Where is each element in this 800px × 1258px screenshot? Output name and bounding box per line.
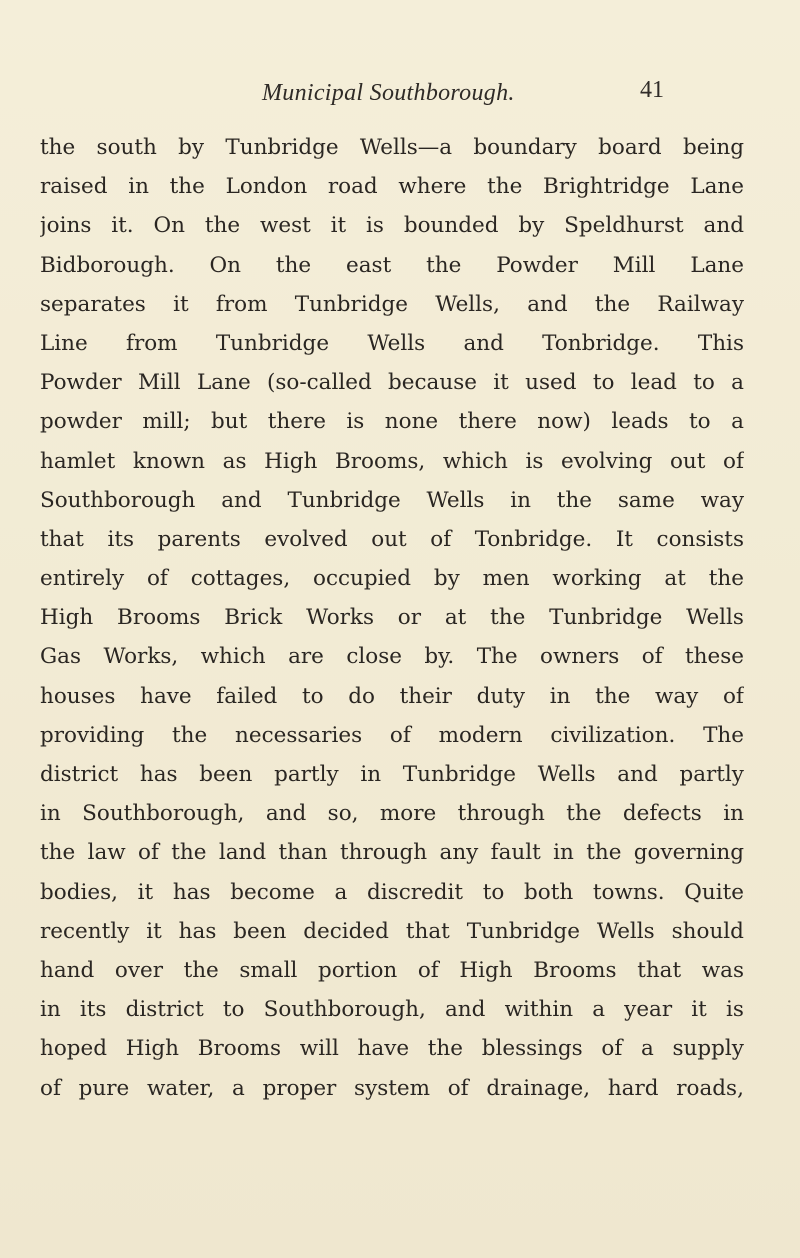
text-line: the south by Tunbridge Wells—a boundary board being	[40, 135, 744, 160]
text-line: Southborough and Tunbridge Wells in the same way	[40, 487, 744, 513]
text-line: that its parents evolved out of Tonbridge. It consists	[40, 526, 744, 552]
text-line: district has been partly in Tunbridge Wells and partly	[40, 762, 744, 787]
text-line: hoped High Brooms will have the blessings of a supply	[40, 1036, 744, 1062]
text-line: joins it. On the west it is bounded by Speldhurst and	[40, 213, 744, 239]
body-paragraph	[40, 128, 744, 1108]
running-title: Municipal Southborough.	[262, 80, 515, 106]
text-line: of pure water, a proper system of drainage, hard roads,	[40, 1075, 744, 1101]
text-line: Powder Mill Lane (so-called because it used to lead to a	[40, 370, 744, 396]
text-line: entirely of cottages, occupied by men working at the	[40, 566, 744, 592]
text-line: Line from Tunbridge Wells and Tonbridge. This	[40, 330, 744, 356]
text-line: hand over the small portion of High Brooms that was	[40, 957, 744, 983]
text-line: High Brooms Brick Works or at the Tunbridge Wells	[40, 605, 744, 631]
text-line: recently it has been decided that Tunbridge Wells should	[40, 918, 744, 944]
text-line: in Southborough, and so, more through the defects in	[40, 801, 744, 827]
running-head	[0, 77, 800, 120]
text-line: raised in the London road where the Brightridge Lane	[40, 174, 744, 200]
text-line: houses have failed to do their duty in the way of	[40, 683, 744, 709]
page-number: 41	[640, 77, 664, 103]
text-line: Bidborough. On the east the Powder Mill Lane	[40, 252, 744, 278]
text-line: Gas Works, which are close by. The owners of these	[40, 644, 744, 670]
text-line: the law of the land than through any fault in the governing	[40, 840, 744, 866]
text-line: hamlet known as High Brooms, which is evolving out of	[40, 448, 744, 474]
text-line: bodies, it has become a discredit to both towns. Quite	[40, 879, 744, 905]
text-line: in its district to Southborough, and within a year it is	[40, 997, 744, 1023]
text-line: powder mill; but there is none there now) leads to a	[40, 409, 744, 435]
text-line: providing the necessaries of modern civilization. The	[40, 722, 744, 748]
text-line: separates it from Tunbridge Wells, and the Railway	[40, 291, 744, 317]
